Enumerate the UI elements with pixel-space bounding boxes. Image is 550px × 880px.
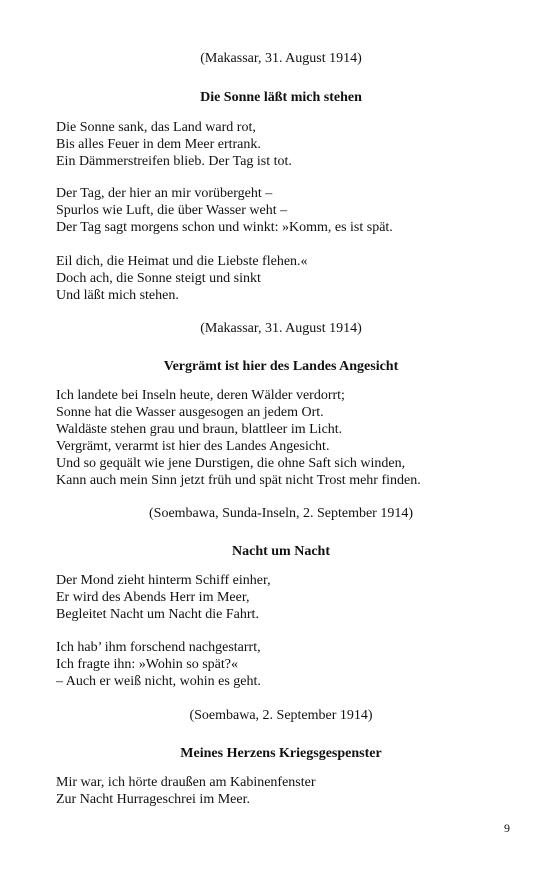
verse-line: Sonne hat die Wasser ausgesogen an jedem Ort. xyxy=(56,405,324,420)
poem-title: Nacht um Nacht xyxy=(232,544,330,559)
stanza xyxy=(56,774,506,808)
stanza xyxy=(56,185,506,236)
verse-line: Waldäste stehen grau und braun, blattleer im Licht. xyxy=(56,422,343,437)
verse-line: Mir war, ich hörte draußen am Kabinenfenster xyxy=(56,775,316,790)
stanza xyxy=(56,253,506,304)
verse-line: Begleitet Nacht um Nacht die Fahrt. xyxy=(56,607,259,622)
place-date-line: (Soembawa, 2. September 1914) xyxy=(189,708,373,723)
verse-line: Zur Nacht Hurrageschrei im Meer. xyxy=(56,792,250,807)
verse-line: Eil dich, die Heimat und die Liebste flehen.« xyxy=(56,254,308,269)
verse-line: Ich landete bei Inseln heute, deren Wälder verdorrt; xyxy=(56,388,345,403)
verse-line: Ein Dämmerstreifen blieb. Der Tag ist tot. xyxy=(56,154,292,169)
verse-line: Spurlos wie Luft, die über Wasser weht – xyxy=(56,203,288,218)
stanza xyxy=(56,119,506,170)
verse-line: Der Tag, der hier an mir vorübergeht – xyxy=(56,186,273,201)
verse-line: Vergrämt, verarmt ist hier des Landes Angesicht. xyxy=(56,439,330,454)
poem-title: Vergrämt ist hier des Landes Angesicht xyxy=(163,359,399,374)
verse-line: Doch ach, die Sonne steigt und sinkt xyxy=(56,271,261,286)
stanza xyxy=(56,639,506,690)
verse-line: Bis alles Feuer in dem Meer ertrank. xyxy=(56,137,261,152)
verse-line: Der Tag sagt morgens schon und winkt: »Komm, es ist spät. xyxy=(56,220,393,235)
verse-line: Der Mond zieht hinterm Schiff einher, xyxy=(56,573,271,588)
verse-line: Kann auch mein Sinn jetzt früh und spät nicht Trost mehr finden. xyxy=(56,473,421,488)
verse-line: Und läßt mich stehen. xyxy=(56,288,179,303)
poem-title: Die Sonne läßt mich stehen xyxy=(200,90,362,105)
verse-line: Ich hab’ ihm forschend nachgestarrt, xyxy=(56,640,261,655)
stanza xyxy=(56,387,506,489)
book-page xyxy=(56,0,506,880)
page-number: 9 xyxy=(504,821,510,835)
verse-line: – Auch er weiß nicht, wohin es geht. xyxy=(56,674,261,689)
verse-line: Ich fragte ihn: »Wohin so spät?« xyxy=(56,657,238,672)
poem-title: Meines Herzens Kriegsgespenster xyxy=(180,746,382,761)
place-date-line: (Makassar, 31. August 1914) xyxy=(200,321,362,336)
place-date-line: (Soembawa, Sunda-Inseln, 2. September 1914) xyxy=(149,506,413,521)
place-date-line: (Makassar, 31. August 1914) xyxy=(200,51,362,66)
verse-line: Die Sonne sank, das Land ward rot, xyxy=(56,120,256,135)
stanza xyxy=(56,572,506,623)
verse-line: Er wird des Abends Herr im Meer, xyxy=(56,590,250,605)
verse-line: Und so gequält wie jene Durstigen, die ohne Saft sich winden, xyxy=(56,456,406,471)
